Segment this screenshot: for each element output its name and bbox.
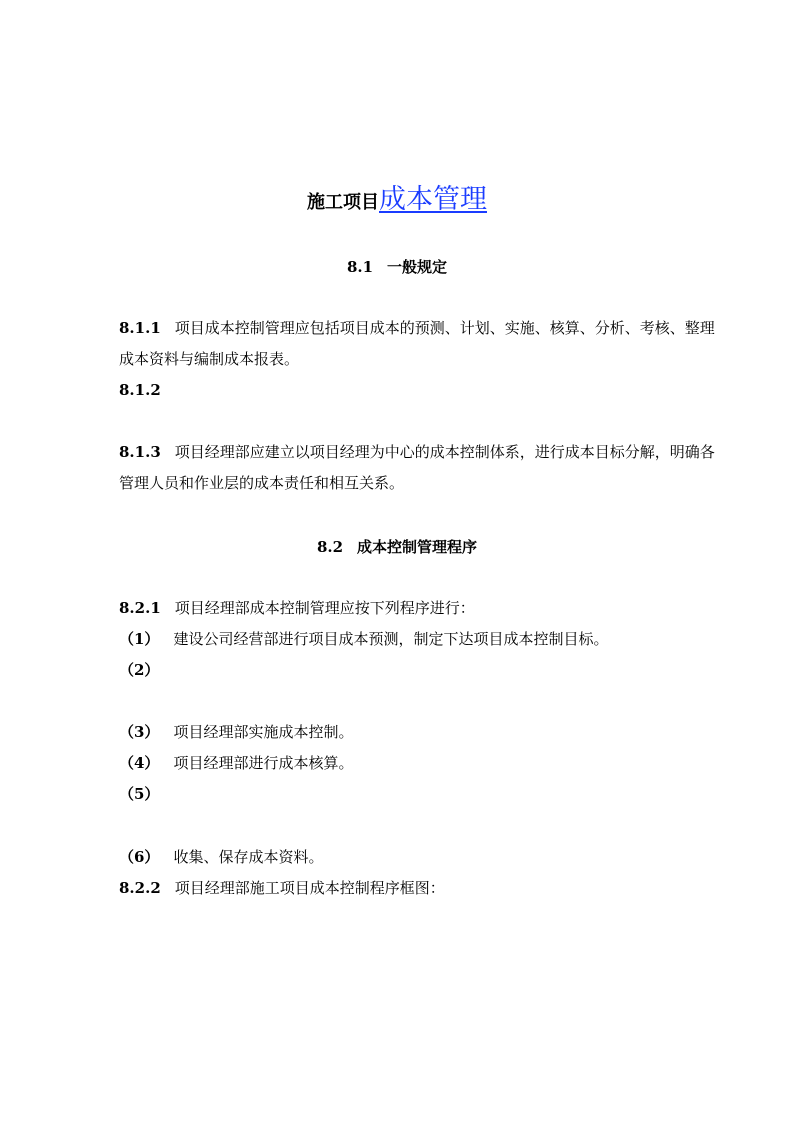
list-item-5 — [119, 779, 719, 810]
section-number: 8.2 — [316, 538, 344, 556]
clause-number: 8.1.1 — [119, 319, 161, 337]
clause-text: 项目经理部应建立以项目经理为中心的成本控制体系，进行成本目标分解，明确各管理人员和作业层的成本责任和相互关系。 — [119, 443, 715, 492]
section-number: 8.1 — [346, 258, 374, 276]
list-item-number: （2） — [119, 661, 160, 679]
list-item-text: 收集、保存成本资料。 — [173, 848, 324, 866]
list-item-4 — [119, 748, 719, 779]
list-item-text: 项目经理部进行成本核算。 — [173, 754, 354, 772]
clause-text: 项目经理部施工项目成本控制程序框图： — [174, 879, 445, 897]
paragraph-8-1-3 — [119, 437, 719, 499]
list-item-number: （5） — [119, 785, 160, 803]
clause-number: 8.1.3 — [119, 443, 161, 461]
paragraph-8-1-1 — [119, 313, 719, 375]
section-title: 一般规定 — [387, 258, 448, 276]
list-item-number: （3） — [119, 723, 160, 741]
clause-number: 8.2.1 — [119, 599, 161, 617]
title-link[interactable]: 成本管理 — [379, 184, 487, 215]
list-item-3 — [119, 717, 719, 748]
paragraph-8-2-2 — [119, 873, 719, 904]
list-item-number: （4） — [119, 754, 160, 772]
title-prefix: 施工项目 — [307, 192, 379, 213]
section-title: 成本控制管理程序 — [357, 538, 478, 556]
clause-text: 项目成本控制管理应包括项目成本的预测、计划、实施、核算、分析、考核、整理成本资料与编制成本报表。 — [119, 319, 715, 368]
clause-number: 8.2.2 — [119, 879, 161, 897]
list-item-6 — [119, 842, 719, 873]
list-item-text: 建设公司经营部进行项目成本预测，制定下达项目成本控制目标。 — [173, 630, 609, 648]
section-heading-8-2 — [0, 536, 794, 557]
section-heading-8-1 — [0, 256, 794, 277]
list-item-text: 项目经理部实施成本控制。 — [173, 723, 354, 741]
list-item-number: （6） — [119, 848, 160, 866]
document-title — [0, 180, 794, 223]
list-item-1 — [119, 624, 719, 655]
list-item-2 — [119, 655, 719, 686]
paragraph-8-1-2 — [119, 375, 719, 406]
paragraph-8-2-1 — [119, 593, 719, 624]
clause-number: 8.1.2 — [119, 381, 161, 399]
clause-text: 项目经理部成本控制管理应按下列程序进行： — [174, 599, 475, 617]
list-item-number: （1） — [119, 630, 160, 648]
